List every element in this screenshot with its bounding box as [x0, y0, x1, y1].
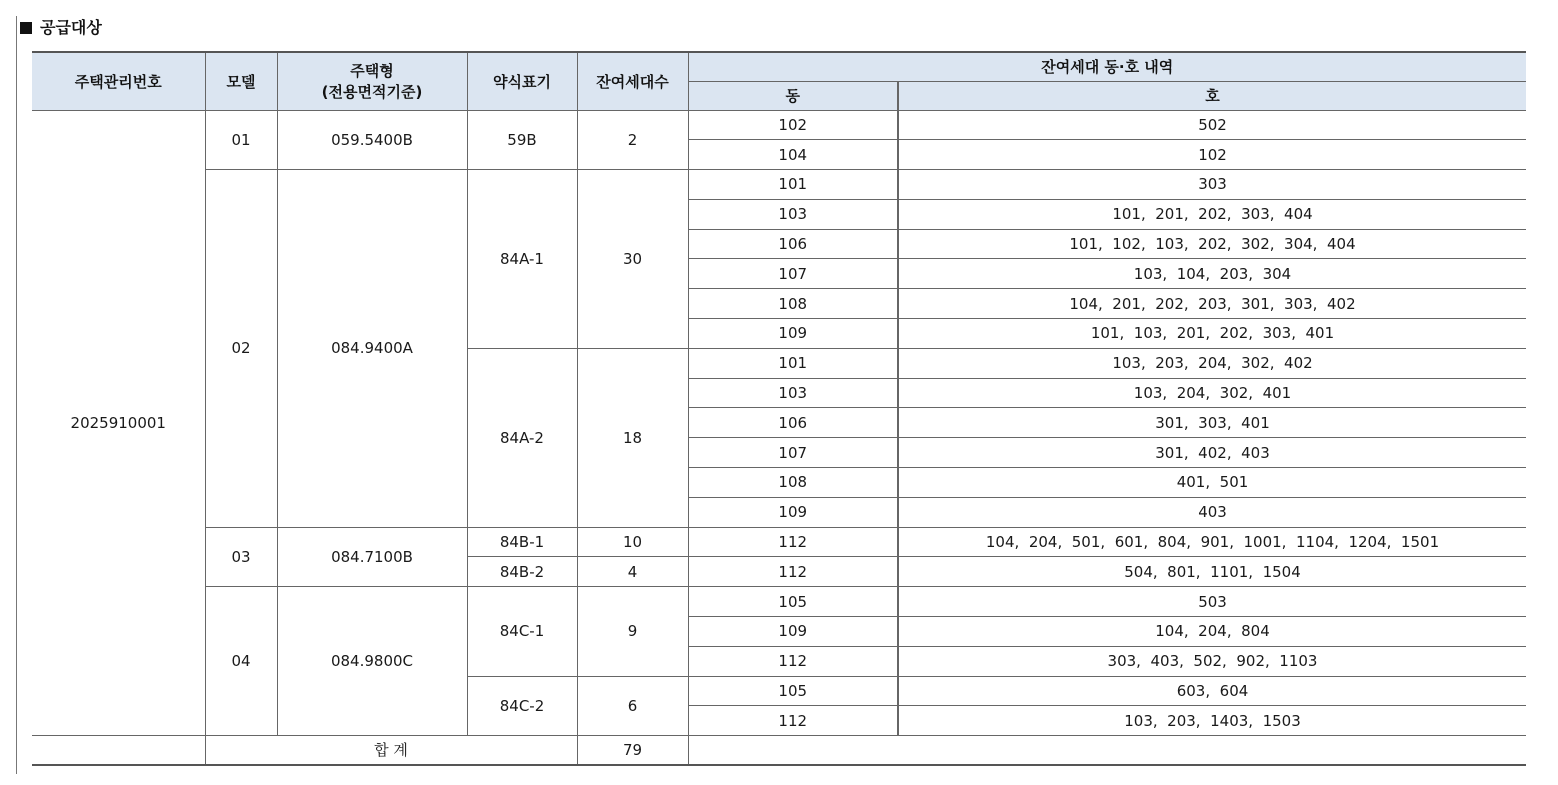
dong-cell: 109 [688, 617, 898, 647]
abbrev-cell: 84C-1 [467, 587, 577, 676]
supply-target-table [32, 51, 1526, 766]
mgmt-no-cell: 2025910001 [32, 110, 205, 736]
dong-cell: 109 [688, 319, 898, 349]
ho-cell: 502 [898, 110, 1526, 140]
table-row [32, 110, 1526, 140]
dong-cell: 106 [688, 229, 898, 259]
remaining-count-cell: 30 [577, 170, 688, 349]
ho-cell: 104, 204, 501, 601, 804, 901, 1001, 1104, 1204, 1501 [898, 527, 1526, 557]
ho-cell: 101, 102, 103, 202, 302, 304, 404 [898, 229, 1526, 259]
total-label: 합 계 [205, 736, 577, 765]
housing-type-cell: 059.5400B [277, 110, 467, 170]
header-remaining-detail: 잔여세대 동·호 내역 [688, 52, 1526, 81]
model-cell: 03 [205, 527, 277, 587]
housing-type-cell: 084.9800C [277, 587, 467, 736]
section-title-text: 공급대상 [40, 18, 102, 37]
abbrev-cell: 84B-1 [467, 527, 577, 557]
ho-cell: 103, 203, 1403, 1503 [898, 706, 1526, 736]
dong-cell: 103 [688, 199, 898, 229]
ho-cell: 504, 801, 1101, 1504 [898, 557, 1526, 587]
dong-cell: 112 [688, 557, 898, 587]
header-model: 모델 [205, 52, 277, 110]
housing-type-cell: 084.9400A [277, 170, 467, 528]
dong-cell: 108 [688, 468, 898, 498]
remaining-count-cell: 10 [577, 527, 688, 557]
remaining-count-cell: 18 [577, 348, 688, 527]
square-bullet-icon [20, 22, 32, 34]
header-remaining-count: 잔여세대수 [577, 52, 688, 110]
section-title [20, 16, 102, 40]
ho-cell: 303 [898, 170, 1526, 200]
abbrev-cell: 84A-2 [467, 348, 577, 527]
ho-cell: 102 [898, 140, 1526, 170]
table-row [32, 527, 1526, 557]
dong-cell: 109 [688, 497, 898, 527]
ho-cell: 103, 203, 204, 302, 402 [898, 348, 1526, 378]
ho-cell: 104, 201, 202, 203, 301, 303, 402 [898, 289, 1526, 319]
dong-cell: 103 [688, 378, 898, 408]
table-row [32, 170, 1526, 200]
ho-cell: 503 [898, 587, 1526, 617]
ho-cell: 301, 402, 403 [898, 438, 1526, 468]
dong-cell: 107 [688, 259, 898, 289]
ho-cell: 103, 204, 302, 401 [898, 378, 1526, 408]
model-cell: 02 [205, 170, 277, 528]
dong-cell: 106 [688, 408, 898, 438]
ho-cell: 101, 103, 201, 202, 303, 401 [898, 319, 1526, 349]
header-ho: 호 [898, 81, 1526, 110]
abbrev-cell: 59B [467, 110, 577, 170]
total-count: 79 [577, 736, 688, 765]
abbrev-cell: 84A-1 [467, 170, 577, 349]
dong-cell: 105 [688, 676, 898, 706]
model-cell: 01 [205, 110, 277, 170]
header-abbrev: 약식표기 [467, 52, 577, 110]
dong-cell: 105 [688, 587, 898, 617]
total-row [32, 736, 1526, 765]
dong-cell: 108 [688, 289, 898, 319]
abbrev-cell: 84C-2 [467, 676, 577, 736]
dong-cell: 112 [688, 706, 898, 736]
dong-cell: 102 [688, 110, 898, 140]
housing-type-cell: 084.7100B [277, 527, 467, 587]
dong-cell: 101 [688, 348, 898, 378]
total-empty-cell [688, 736, 1526, 765]
ho-cell: 103, 104, 203, 304 [898, 259, 1526, 289]
ho-cell: 101, 201, 202, 303, 404 [898, 199, 1526, 229]
ho-cell: 403 [898, 497, 1526, 527]
ho-cell: 303, 403, 502, 902, 1103 [898, 646, 1526, 676]
header-mgmt-no: 주택관리번호 [32, 52, 205, 110]
table-body [32, 110, 1526, 765]
ho-cell: 401, 501 [898, 468, 1526, 498]
dong-cell: 112 [688, 646, 898, 676]
header-dong: 동 [688, 81, 898, 110]
header-housing-type-line1: 주택형 [350, 62, 394, 81]
dong-cell: 107 [688, 438, 898, 468]
dong-cell: 112 [688, 527, 898, 557]
remaining-count-cell: 6 [577, 676, 688, 736]
header-housing-type [277, 52, 467, 110]
model-cell: 04 [205, 587, 277, 736]
left-margin-rule [16, 16, 17, 774]
total-blank-cell [32, 736, 205, 765]
dong-cell: 101 [688, 170, 898, 200]
remaining-count-cell: 4 [577, 557, 688, 587]
ho-cell: 301, 303, 401 [898, 408, 1526, 438]
remaining-count-cell: 9 [577, 587, 688, 676]
remaining-count-cell: 2 [577, 110, 688, 170]
header-housing-type-line2: (전용면적기준) [321, 83, 423, 102]
ho-cell: 603, 604 [898, 676, 1526, 706]
table-row [32, 587, 1526, 617]
ho-cell: 104, 204, 804 [898, 617, 1526, 647]
table-header [32, 52, 1526, 110]
abbrev-cell: 84B-2 [467, 557, 577, 587]
dong-cell: 104 [688, 140, 898, 170]
